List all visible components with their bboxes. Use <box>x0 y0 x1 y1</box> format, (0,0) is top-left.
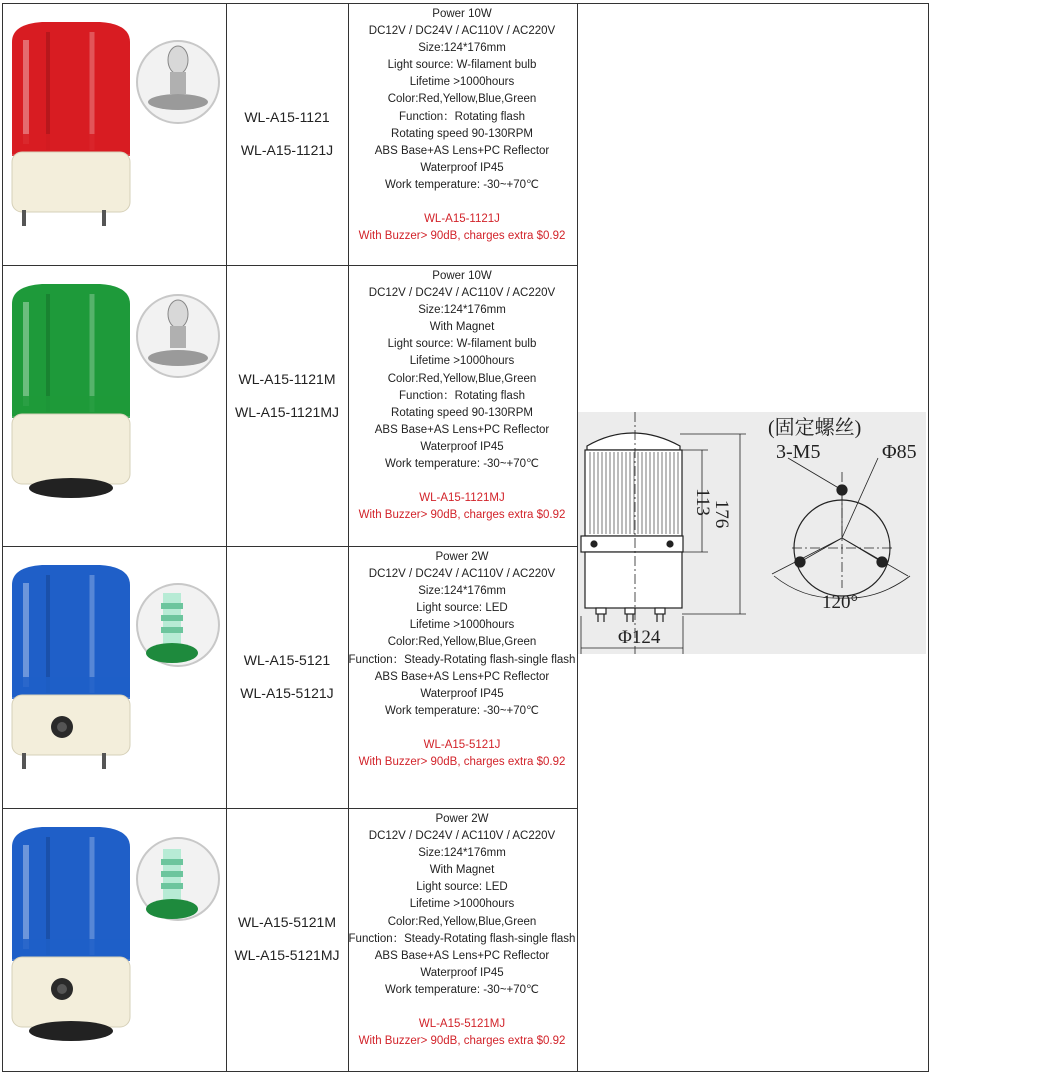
spec-line: Light source: LED <box>416 602 508 615</box>
model-number: WL-A15-1121 <box>244 109 330 125</box>
model-number: WL-A15-1121J <box>240 142 334 158</box>
spec-line: Power 2W <box>435 551 489 563</box>
product-image <box>2 809 226 1069</box>
spec-line: With Magnet <box>429 864 495 877</box>
spec-line: DC12V / DC24V / AC110V / AC220V <box>368 568 556 581</box>
spec-line: Lifetime >1000hours <box>409 355 515 368</box>
spec-line: Waterproof IP45 <box>420 161 504 174</box>
spec-line: Color:Red,Yellow,Blue,Green <box>387 93 537 106</box>
spec-line: Light source: W-filament bulb <box>387 59 537 72</box>
model-number: WL-A15-1121MJ <box>234 404 339 420</box>
spec-line: Work temperature: -30~+70℃ <box>385 983 539 996</box>
spec-line: Function：Steady-Rotating flash-single flash <box>348 653 576 666</box>
diameter-label: Φ124 <box>618 627 661 648</box>
spec-line: Function：Steady-Rotating flash-single flash <box>348 932 576 945</box>
buzzer-model: WL-A15-5121J <box>423 738 501 751</box>
top-view <box>772 458 910 598</box>
spec-line: Lifetime >1000hours <box>409 898 515 911</box>
buzzer-note: With Buzzer> 90dB, charges extra $0.92 <box>358 756 566 769</box>
spec-line: Waterproof IP45 <box>420 966 504 979</box>
spec-line: Function：Rotating flash <box>399 389 525 402</box>
pin <box>22 210 26 226</box>
grid-line <box>928 3 929 1071</box>
model-number: WL-A15-5121MJ <box>234 947 340 963</box>
side-view <box>581 412 746 654</box>
spec-line: ABS Base+AS Lens+PC Reflector <box>374 949 550 962</box>
spec-line: DC12V / DC24V / AC110V / AC220V <box>368 25 556 38</box>
spec-line: Color:Red,Yellow,Blue,Green <box>387 372 537 385</box>
product-image <box>2 547 226 807</box>
spec-line: Size:124*176mm <box>418 42 506 55</box>
model-cell <box>226 547 348 807</box>
spec-line: ABS Base+AS Lens+PC Reflector <box>374 423 550 436</box>
product-image <box>2 266 226 526</box>
spec-line: Color:Red,Yellow,Blue,Green <box>387 636 537 649</box>
spec-line: ABS Base+AS Lens+PC Reflector <box>374 670 550 683</box>
spec-line: Function：Rotating flash <box>399 110 525 123</box>
buzzer-model: WL-A15-1121J <box>424 213 500 226</box>
hole-circle-label: Φ85 <box>882 441 917 463</box>
spec-line: Rotating speed 90-130RPM <box>391 127 533 140</box>
product-image <box>2 4 226 264</box>
buzzer-note: With Buzzer> 90dB, charges extra $0.92 <box>358 230 566 243</box>
model-cell <box>226 266 348 526</box>
spec-line: Lifetime >1000hours <box>409 76 515 89</box>
spec-line: Light source: LED <box>416 881 508 894</box>
model-number: WL-A15-5121J <box>240 685 334 701</box>
spec-cell <box>348 6 576 245</box>
spec-cell <box>348 549 576 771</box>
spec-line: DC12V / DC24V / AC110V / AC220V <box>368 287 556 300</box>
spec-line: Work temperature: -30~+70℃ <box>385 704 539 717</box>
dimension-diagram <box>578 412 926 654</box>
spec-line: Lifetime >1000hours <box>409 619 515 632</box>
spec-line: Waterproof IP45 <box>420 440 504 453</box>
hole-count-label: 3-M5 <box>776 441 821 463</box>
model-cell <box>226 4 348 264</box>
buzzer-model: WL-A15-1121MJ <box>419 492 505 505</box>
spec-line: Power 10W <box>432 270 492 282</box>
spec-line: ABS Base+AS Lens+PC Reflector <box>374 144 550 157</box>
spec-cell <box>348 268 576 524</box>
spec-line: DC12V / DC24V / AC110V / AC220V <box>368 830 556 843</box>
screw-note: (固定螺丝) <box>768 417 862 439</box>
spec-line: With Magnet <box>429 321 495 334</box>
spec-line: Size:124*176mm <box>418 847 506 860</box>
spec-line: Color:Red,Yellow,Blue,Green <box>387 915 537 928</box>
spec-line: Waterproof IP45 <box>420 687 504 700</box>
angle-label: 120° <box>822 592 859 613</box>
spec-line: Size:124*176mm <box>418 585 506 598</box>
buzzer-model: WL-A15-5121MJ <box>418 1018 506 1031</box>
pin <box>22 753 26 769</box>
buzzer-note: With Buzzer> 90dB, charges extra $0.92 <box>358 1035 566 1048</box>
model-number: WL-A15-5121M <box>237 914 337 930</box>
model-number: WL-A15-1121M <box>238 371 336 387</box>
height-total-label: 176 <box>711 499 732 529</box>
dimension-drawing <box>578 412 926 654</box>
spec-line: Work temperature: -30~+70℃ <box>385 178 539 191</box>
spec-line: Work temperature: -30~+70℃ <box>385 458 539 471</box>
spec-cell <box>348 811 576 1050</box>
spec-line: Light source: W-filament bulb <box>387 338 537 351</box>
spec-line: Power 10W <box>432 8 492 20</box>
spec-line: Rotating speed 90-130RPM <box>391 406 533 419</box>
height-lens-label: 113 <box>692 488 713 516</box>
model-number: WL-A15-5121 <box>243 652 331 668</box>
model-cell <box>226 809 348 1069</box>
spec-line: Power 2W <box>435 813 489 825</box>
buzzer-note: With Buzzer> 90dB, charges extra $0.92 <box>358 509 566 522</box>
spec-line: Size:124*176mm <box>418 304 506 317</box>
